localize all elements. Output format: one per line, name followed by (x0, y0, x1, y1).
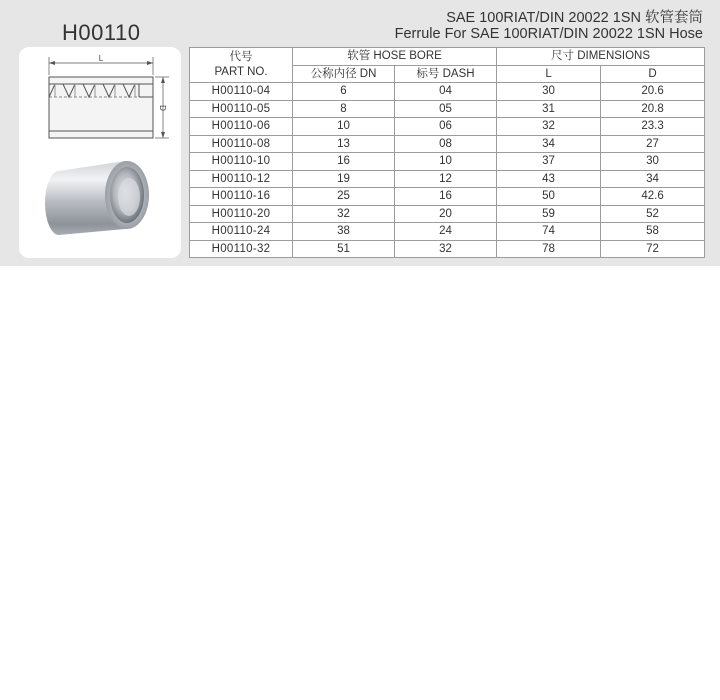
catalog-sheet (0, 0, 720, 266)
title-line-2: Ferrule For SAE 100RIAT/DIN 20022 1SN Hose (394, 26, 703, 42)
part-number-cell: H00110-10 (190, 153, 293, 171)
dn-cell: 16 (293, 153, 395, 171)
part-header-en: PART NO. (214, 66, 268, 78)
part-code-title: H00110 (62, 20, 141, 45)
d-cell: 72 (601, 240, 705, 258)
ferrule-technical-drawing (29, 53, 171, 145)
l-cell: 59 (497, 205, 601, 223)
part-header-cn: 代号 (229, 51, 253, 63)
d-cell: 20.6 (601, 83, 705, 101)
dn-cell: 6 (293, 83, 395, 101)
table-row (190, 223, 705, 241)
dash-header: 标号 DASH (395, 65, 497, 83)
length-label: L (98, 54, 104, 63)
dash-cell: 12 (395, 170, 497, 188)
l-cell: 78 (497, 240, 601, 258)
d-cell: 42.6 (601, 188, 705, 206)
part-number-cell: H00110-04 (190, 83, 293, 101)
l-header: L (497, 65, 601, 83)
l-cell: 74 (497, 223, 601, 241)
dash-cell: 08 (395, 135, 497, 153)
dash-cell: 32 (395, 240, 497, 258)
table-row (190, 188, 705, 206)
table-row (190, 240, 705, 258)
dn-cell: 32 (293, 205, 395, 223)
d-cell: 34 (601, 170, 705, 188)
d-cell: 20.8 (601, 100, 705, 118)
dn-cell: 10 (293, 118, 395, 136)
specification-table (189, 47, 705, 258)
product-title (395, 10, 703, 42)
table-row (190, 170, 705, 188)
part-number-cell: H00110-32 (190, 240, 293, 258)
d-header: D (601, 65, 705, 83)
part-number-cell: H00110-16 (190, 188, 293, 206)
ferrule-photo (45, 151, 157, 239)
table-row (190, 153, 705, 171)
diameter-label: D (158, 105, 167, 111)
part-number-header (190, 48, 293, 83)
dn-cell: 51 (293, 240, 395, 258)
part-number-cell: H00110-12 (190, 170, 293, 188)
hose-bore-header: 软管 HOSE BORE (293, 48, 497, 66)
part-number-cell: H00110-08 (190, 135, 293, 153)
title-line-1: SAE 100RIAT/DIN 20022 1SN 软管套筒 (446, 10, 703, 26)
table-row (190, 205, 705, 223)
l-cell: 31 (497, 100, 601, 118)
d-cell: 30 (601, 153, 705, 171)
d-cell: 23.3 (601, 118, 705, 136)
part-number-cell: H00110-06 (190, 118, 293, 136)
dash-cell: 06 (395, 118, 497, 136)
dimensions-header: 尺寸 DIMENSIONS (497, 48, 705, 66)
dash-cell: 16 (395, 188, 497, 206)
dash-cell: 20 (395, 205, 497, 223)
dn-cell: 13 (293, 135, 395, 153)
product-image-panel (19, 47, 181, 258)
dn-cell: 19 (293, 170, 395, 188)
d-cell: 58 (601, 223, 705, 241)
dn-cell: 38 (293, 223, 395, 241)
dash-cell: 04 (395, 83, 497, 101)
dash-cell: 24 (395, 223, 497, 241)
part-number-cell: H00110-24 (190, 223, 293, 241)
d-cell: 52 (601, 205, 705, 223)
table-row (190, 100, 705, 118)
table-row (190, 135, 705, 153)
part-number-cell: H00110-20 (190, 205, 293, 223)
dn-cell: 25 (293, 188, 395, 206)
l-cell: 32 (497, 118, 601, 136)
dn-header: 公称内径 DN (293, 65, 395, 83)
l-cell: 34 (497, 135, 601, 153)
l-cell: 43 (497, 170, 601, 188)
dn-cell: 8 (293, 100, 395, 118)
dash-cell: 05 (395, 100, 497, 118)
l-cell: 30 (497, 83, 601, 101)
dash-cell: 10 (395, 153, 497, 171)
part-number-cell: H00110-05 (190, 100, 293, 118)
table-row (190, 83, 705, 101)
table-row (190, 118, 705, 136)
l-cell: 50 (497, 188, 601, 206)
l-cell: 37 (497, 153, 601, 171)
d-cell: 27 (601, 135, 705, 153)
